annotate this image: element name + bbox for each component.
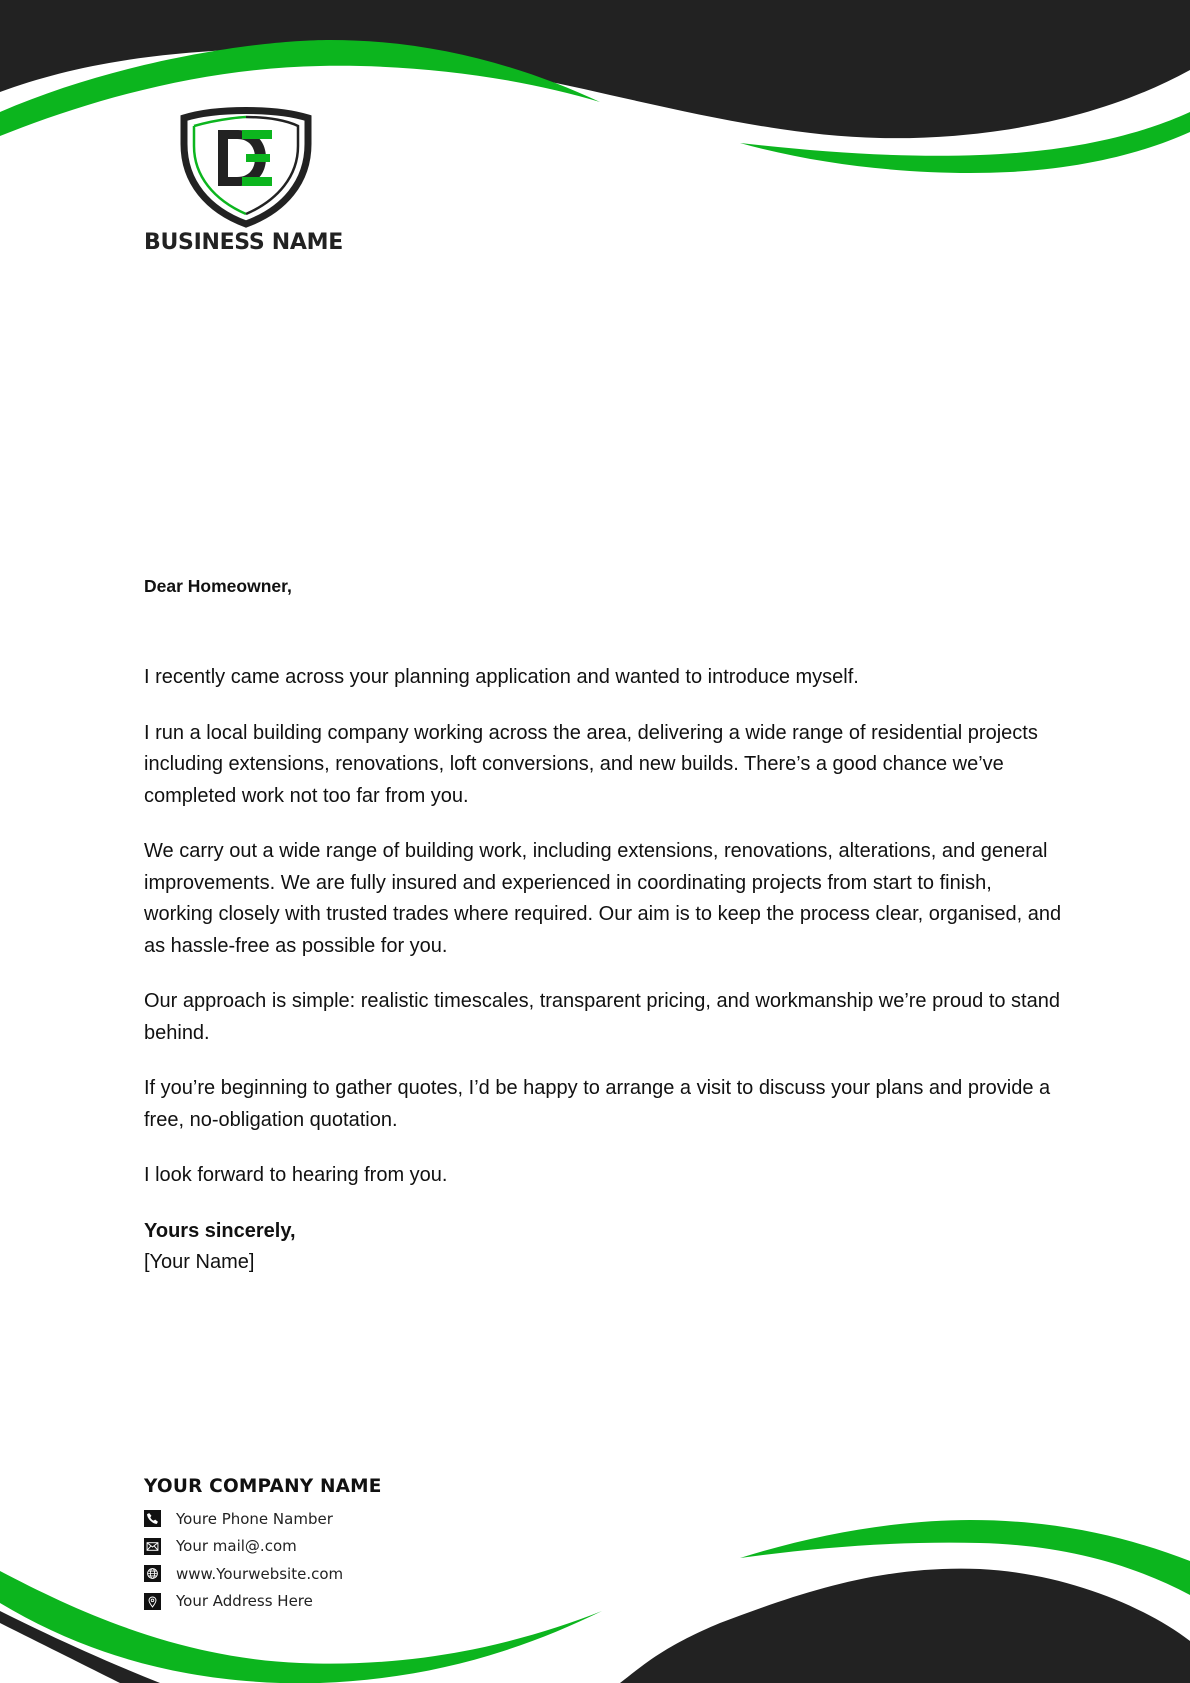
letter-paragraph: I look forward to hearing from you. — [144, 1164, 448, 1186]
company-name: YOUR COMPANY NAME — [144, 1476, 382, 1497]
contact-row-email — [144, 1533, 382, 1561]
business-name: BUSINESS NAME — [144, 230, 343, 255]
letter-body — [144, 574, 1064, 1279]
letter-paragraph: Our approach is simple: realistic timescales, transparent pricing, and workmanship we’re proud to stand behind. — [144, 990, 1060, 1044]
contact-phone: Youre Phone Namber — [176, 1509, 333, 1528]
contact-address: Your Address Here — [176, 1592, 313, 1611]
closing: Yours sincerely, — [144, 1219, 296, 1242]
footer-contact-block — [144, 1476, 382, 1615]
business-logo-shield-icon — [176, 104, 316, 228]
phone-icon — [144, 1510, 161, 1527]
letter-paragraph: I run a local building company working across the area, delivering a wide range of residential projects including extensions, renovations, loft conversions, and new builds. There’s a good chance we’ve completed work not too far from you. — [144, 721, 1038, 807]
contact-email[interactable]: Your mail@.com — [176, 1537, 297, 1556]
contact-row-website — [144, 1560, 382, 1588]
shield-outer — [184, 111, 308, 225]
letter-paragraph: I recently came across your planning application and wanted to introduce myself. — [144, 666, 859, 688]
monogram-e-top — [242, 130, 272, 139]
mail-icon — [144, 1538, 161, 1555]
salutation: Dear Homeowner, — [144, 576, 292, 596]
letter-paragraph: We carry out a wide range of building work, including extensions, renovations, alterations, and general improvements. We are fully insured and experienced in coordinating projects from start to finish, working closely with trusted trades where required. Our aim is to keep the process clear, organised, and as hassle-free as possible for you. — [144, 840, 1062, 957]
contact-row-address — [144, 1588, 382, 1616]
contact-row-phone — [144, 1505, 382, 1533]
letter-paragraph: If you’re beginning to gather quotes, I’d be happy to arrange a visit to discuss your plans and provide a free, no-obligation quotation. — [144, 1077, 1051, 1131]
monogram-e-mid — [246, 154, 270, 162]
contact-website[interactable]: www.Yourwebsite.com — [176, 1564, 344, 1583]
location-pin-icon — [144, 1593, 161, 1610]
signature: [Your Name] — [144, 1251, 255, 1273]
globe-icon — [144, 1565, 161, 1582]
monogram-e-bottom — [242, 177, 272, 186]
